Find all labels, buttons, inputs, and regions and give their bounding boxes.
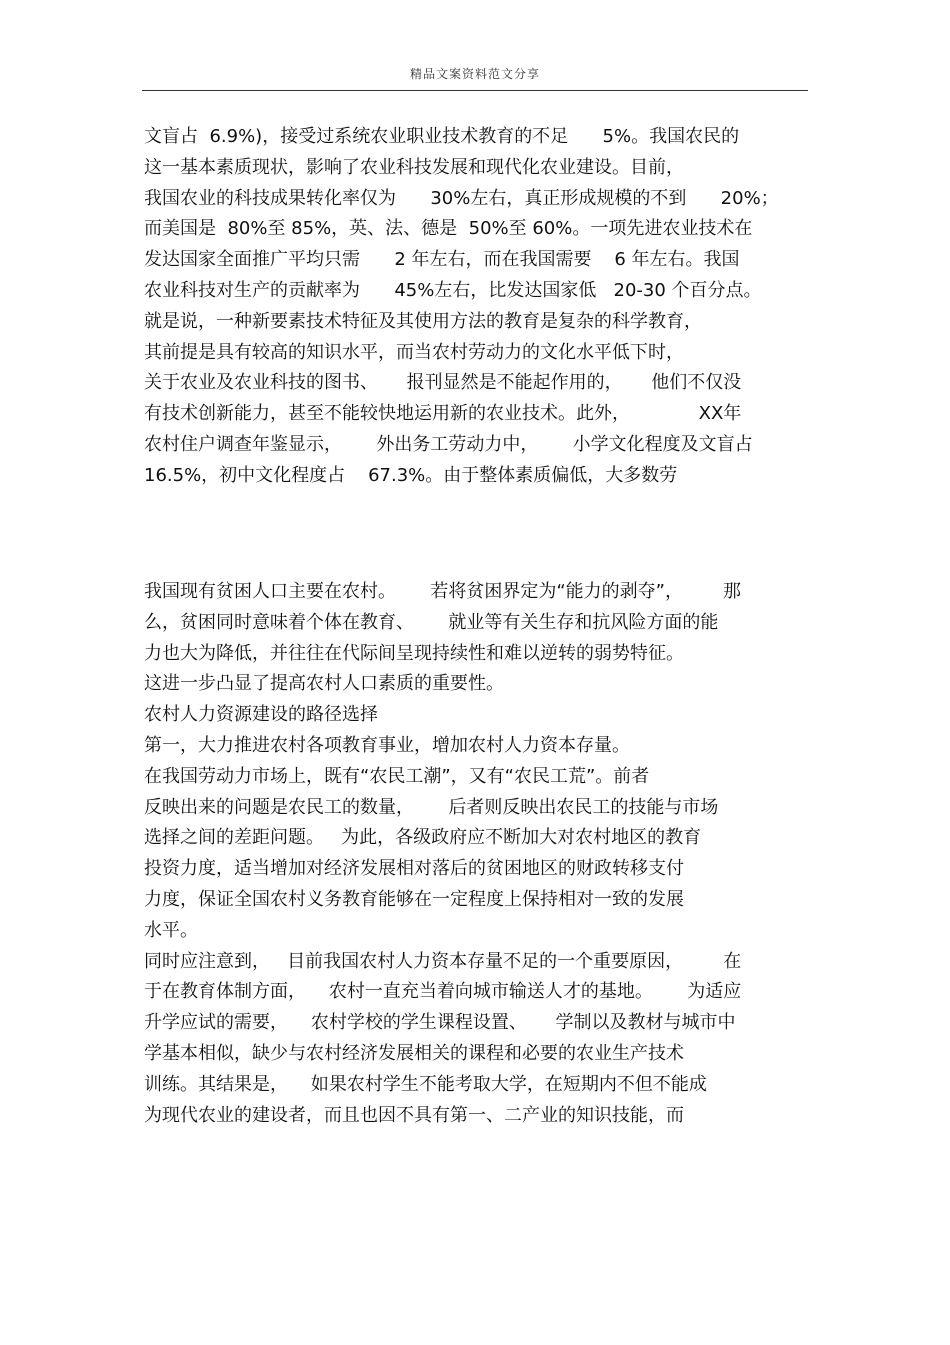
page-header: 精品文案资料范文分享 [409, 67, 540, 81]
text-line: 农村住户调查年鉴显示， 外出务工劳动力中， 小学文化程度及文盲占 [144, 433, 753, 455]
text-line: 农业科技对生产的贡献率为 45%左右，比发达国家低 20-30 个百分点。 [144, 279, 762, 301]
text-line: 同时应注意到， 目前我国农村人力资本存量不足的一个重要原因， 在 [144, 950, 742, 972]
text-line: 第一，大力推进农村各项教育事业，增加农村人力资本存量。 [144, 734, 630, 756]
text-line: 升学应试的需要， 农村学校的学生课程设置、 学制以及教材与城市中 [144, 1012, 736, 1034]
section-heading: 农村人力资源建设的路径选择 [144, 704, 378, 726]
paragraph-1 [144, 122, 808, 492]
text-line: 投资力度，适当增加对经济发展相对落后的贫困地区的财政转移支付 [144, 858, 684, 880]
text-line: 这一基本素质现状，影响了农业科技发展和现代化农业建设。目前， [144, 156, 684, 178]
text-line: 学基本相似，缺少与农村经济发展相关的课程和必要的农业生产技术 [144, 1042, 684, 1064]
text-line: 这进一步凸显了提高农村人口素质的重要性。 [144, 673, 504, 695]
text-line: 么，贫困同时意味着个体在教育、 就业等有关生存和抗风险方面的能 [144, 611, 719, 633]
text-line: 而美国是 80%至 85%，英、法、德是 50%至 60%。一项先进农业技术在 [144, 218, 753, 240]
text-line: 有技术创新能力，甚至不能较快地运用新的农业技术。此外， XX年 [144, 403, 742, 425]
text-line: 发达国家全面推广平均只需 2 年左右，而在我国需要 6 年左右。我国 [144, 249, 740, 271]
text-line: 就是说，一种新要素技术特征及其使用方法的教育是复杂的科学教育， [144, 310, 702, 332]
text-line: 其前提是具有较高的知识水平，而当农村劳动力的文化水平低下时， [144, 341, 684, 363]
text-line: 为现代农业的建设者，而且也因不具有第一、二产业的知识技能，而 [144, 1104, 684, 1126]
text-line: 我国农业的科技成果转化率仅为 30%左右，真正形成规模的不到 20%； [144, 187, 779, 209]
text-line: 水平。 [144, 919, 198, 941]
text-line: 反映出来的问题是农民工的数量， 后者则反映出农民工的技能与市场 [144, 796, 719, 818]
text-line: 在我国劳动力市场上，既有“农民工潮”，又有“农民工荒”。前者 [144, 765, 650, 787]
text-line: 16.5%，初中文化程度占 67.3%。由于整体素质偏低，大多数劳 [144, 464, 678, 486]
text-line: 训练。其结果是， 如果农村学生不能考取大学，在短期内不但不能成 [144, 1073, 707, 1095]
paragraph-2 [144, 577, 808, 1131]
text-line: 文盲占 6.9%)，接受过系统农业职业技术教育的不足 5%。我国农民的 [144, 126, 740, 147]
text-line: 我国现有贫困人口主要在农村。 若将贫困界定为“能力的剥夺”， 那 [144, 581, 742, 602]
text-line: 力度，保证全国农村义务教育能够在一定程度上保持相对一致的发展 [144, 888, 684, 910]
text-line: 于在教育体制方面， 农村一直充当着向城市输送人才的基地。 为适应 [144, 981, 742, 1003]
text-line: 关于农业及农业科技的图书、 报刊显然是不能起作用的， 他们不仅没 [144, 372, 742, 394]
header-rule [142, 90, 808, 91]
text-line: 力也大为降低，并往往在代际间呈现持续性和难以逆转的弱势特征。 [144, 642, 684, 664]
text-line: 选择之间的差距问题。 为此，各级政府应不断加大对农村地区的教育 [144, 827, 702, 849]
